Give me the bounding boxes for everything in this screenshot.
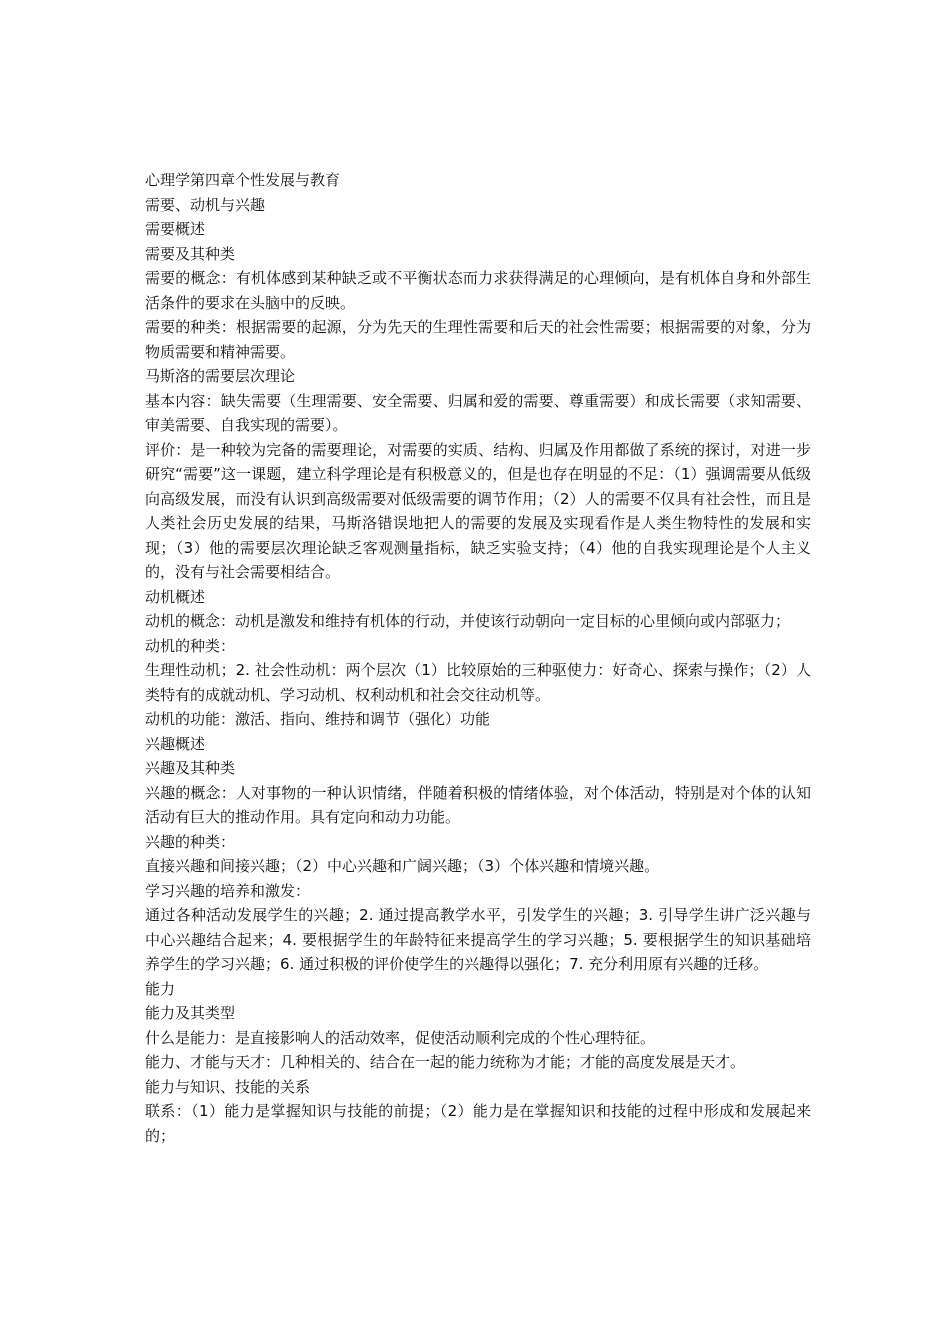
body-paragraph: 兴趣的种类： (145, 832, 236, 851)
document-title: 心理学第四章个性发展与教育 (145, 171, 341, 189)
body-paragraph: 基本内容：缺失需要（生理需要、安全需要、归属和爱的需要、尊重需要）和成长需要（求知需要、审美需要、自我实现的需要）。 (145, 391, 811, 434)
section-heading: 需要、动机与兴趣 (145, 195, 266, 214)
body-paragraph: 评价：是一种较为完备的需要理论，对需要的实质、结构、归属及作用都做了系统的探讨，对进一步研究“需要”这一课题，建立科学理论是有积极意义的，但是也存在明显的不足：（1）强调需要从低级向高级发展，而没有认识到高级需要对低级需要的调节作用；（2）人的需要不仅具有社会性，而且是人类社会历史发展的结果，马斯洛错误地把人的需要的发展及实现看作是人类生物特性的发展和实现；（3）他的需要层次理论缺乏客观测量指标，缺乏实验支持；（4）他的自我实现理论是个人主义的，没有与社会需要相结合。 (145, 440, 811, 581)
body-paragraph: 动机的种类： (145, 636, 236, 655)
body-paragraph: 动机的概念：动机是激发和维持有机体的行动，并使该行动朝向一定目标的心里倾向或内部驱力； (145, 612, 791, 630)
body-paragraph: 什么是能力：是直接影响人的活动效率，促使活动顺利完成的个性心理特征。 (145, 1028, 656, 1047)
subsection-heading: 能力与知识、技能的关系 (145, 1077, 311, 1096)
body-paragraph: 生理性动机；2. 社会性动机：两个层次（1）比较原始的三种驱使力：好奇心、探索与操作；（2）人类特有的成就动机、学习动机、权利动机和社会交往动机等。 (145, 661, 811, 704)
subsection-heading: 能力及其类型 (145, 1004, 236, 1022)
body-paragraph: 动机的功能：激活、指向、维持和调节（强化）功能 (145, 710, 491, 728)
body-paragraph: 需要的概念：有机体感到某种缺乏或不平衡状态而力求获得满足的心理倾向，是有机体自身和外部生活条件的要求在头脑中的反映。 (145, 269, 811, 312)
body-paragraph: 联系：（1）能力是掌握知识与技能的前提；（2）能力是在掌握知识和技能的过程中形成和发展起来的； (145, 1102, 811, 1145)
document-body (145, 168, 811, 1148)
body-paragraph: 兴趣的概念：人对事物的一种认识情绪，伴随着积极的情绪体验，对个体活动，特别是对个体的认知活动有巨大的推动作用。具有定向和动力功能。 (145, 783, 811, 826)
subsection-heading: 兴趣及其种类 (145, 759, 236, 777)
body-paragraph: 需要的种类：根据需要的起源，分为先天的生理性需要和后天的社会性需要；根据需要的对象，分为物质需要和精神需要。 (145, 318, 811, 361)
body-paragraph: 能力、才能与天才：几种相关的、结合在一起的能力统称为才能；才能的高度发展是天才。 (145, 1053, 746, 1071)
body-paragraph: 学习兴趣的培养和激发： (145, 881, 311, 900)
subsection-heading: 马斯洛的需要层次理论 (145, 367, 296, 385)
body-paragraph: 通过各种活动发展学生的兴趣；2. 通过提高教学水平，引发学生的兴趣；3. 引导学生讲广泛兴趣与中心兴趣结合起来；4. 要根据学生的年龄特征来提高学生的学习兴趣；5. 要根据学生的知识基础培养学生的学习兴趣；6. 通过积极的评价使学生的兴趣得以强化；7. 充分利用原有兴趣的迁移。 (145, 906, 811, 973)
subsection-heading: 动机概述 (145, 587, 206, 606)
section-heading: 能力 (145, 979, 176, 998)
subsection-heading: 需要及其种类 (145, 244, 236, 263)
subsection-heading: 需要概述 (145, 220, 206, 238)
body-paragraph: 直接兴趣和间接兴趣；（2）中心兴趣和广阔兴趣；（3）个体兴趣和情境兴趣。 (145, 857, 660, 875)
subsection-heading: 兴趣概述 (145, 734, 206, 753)
